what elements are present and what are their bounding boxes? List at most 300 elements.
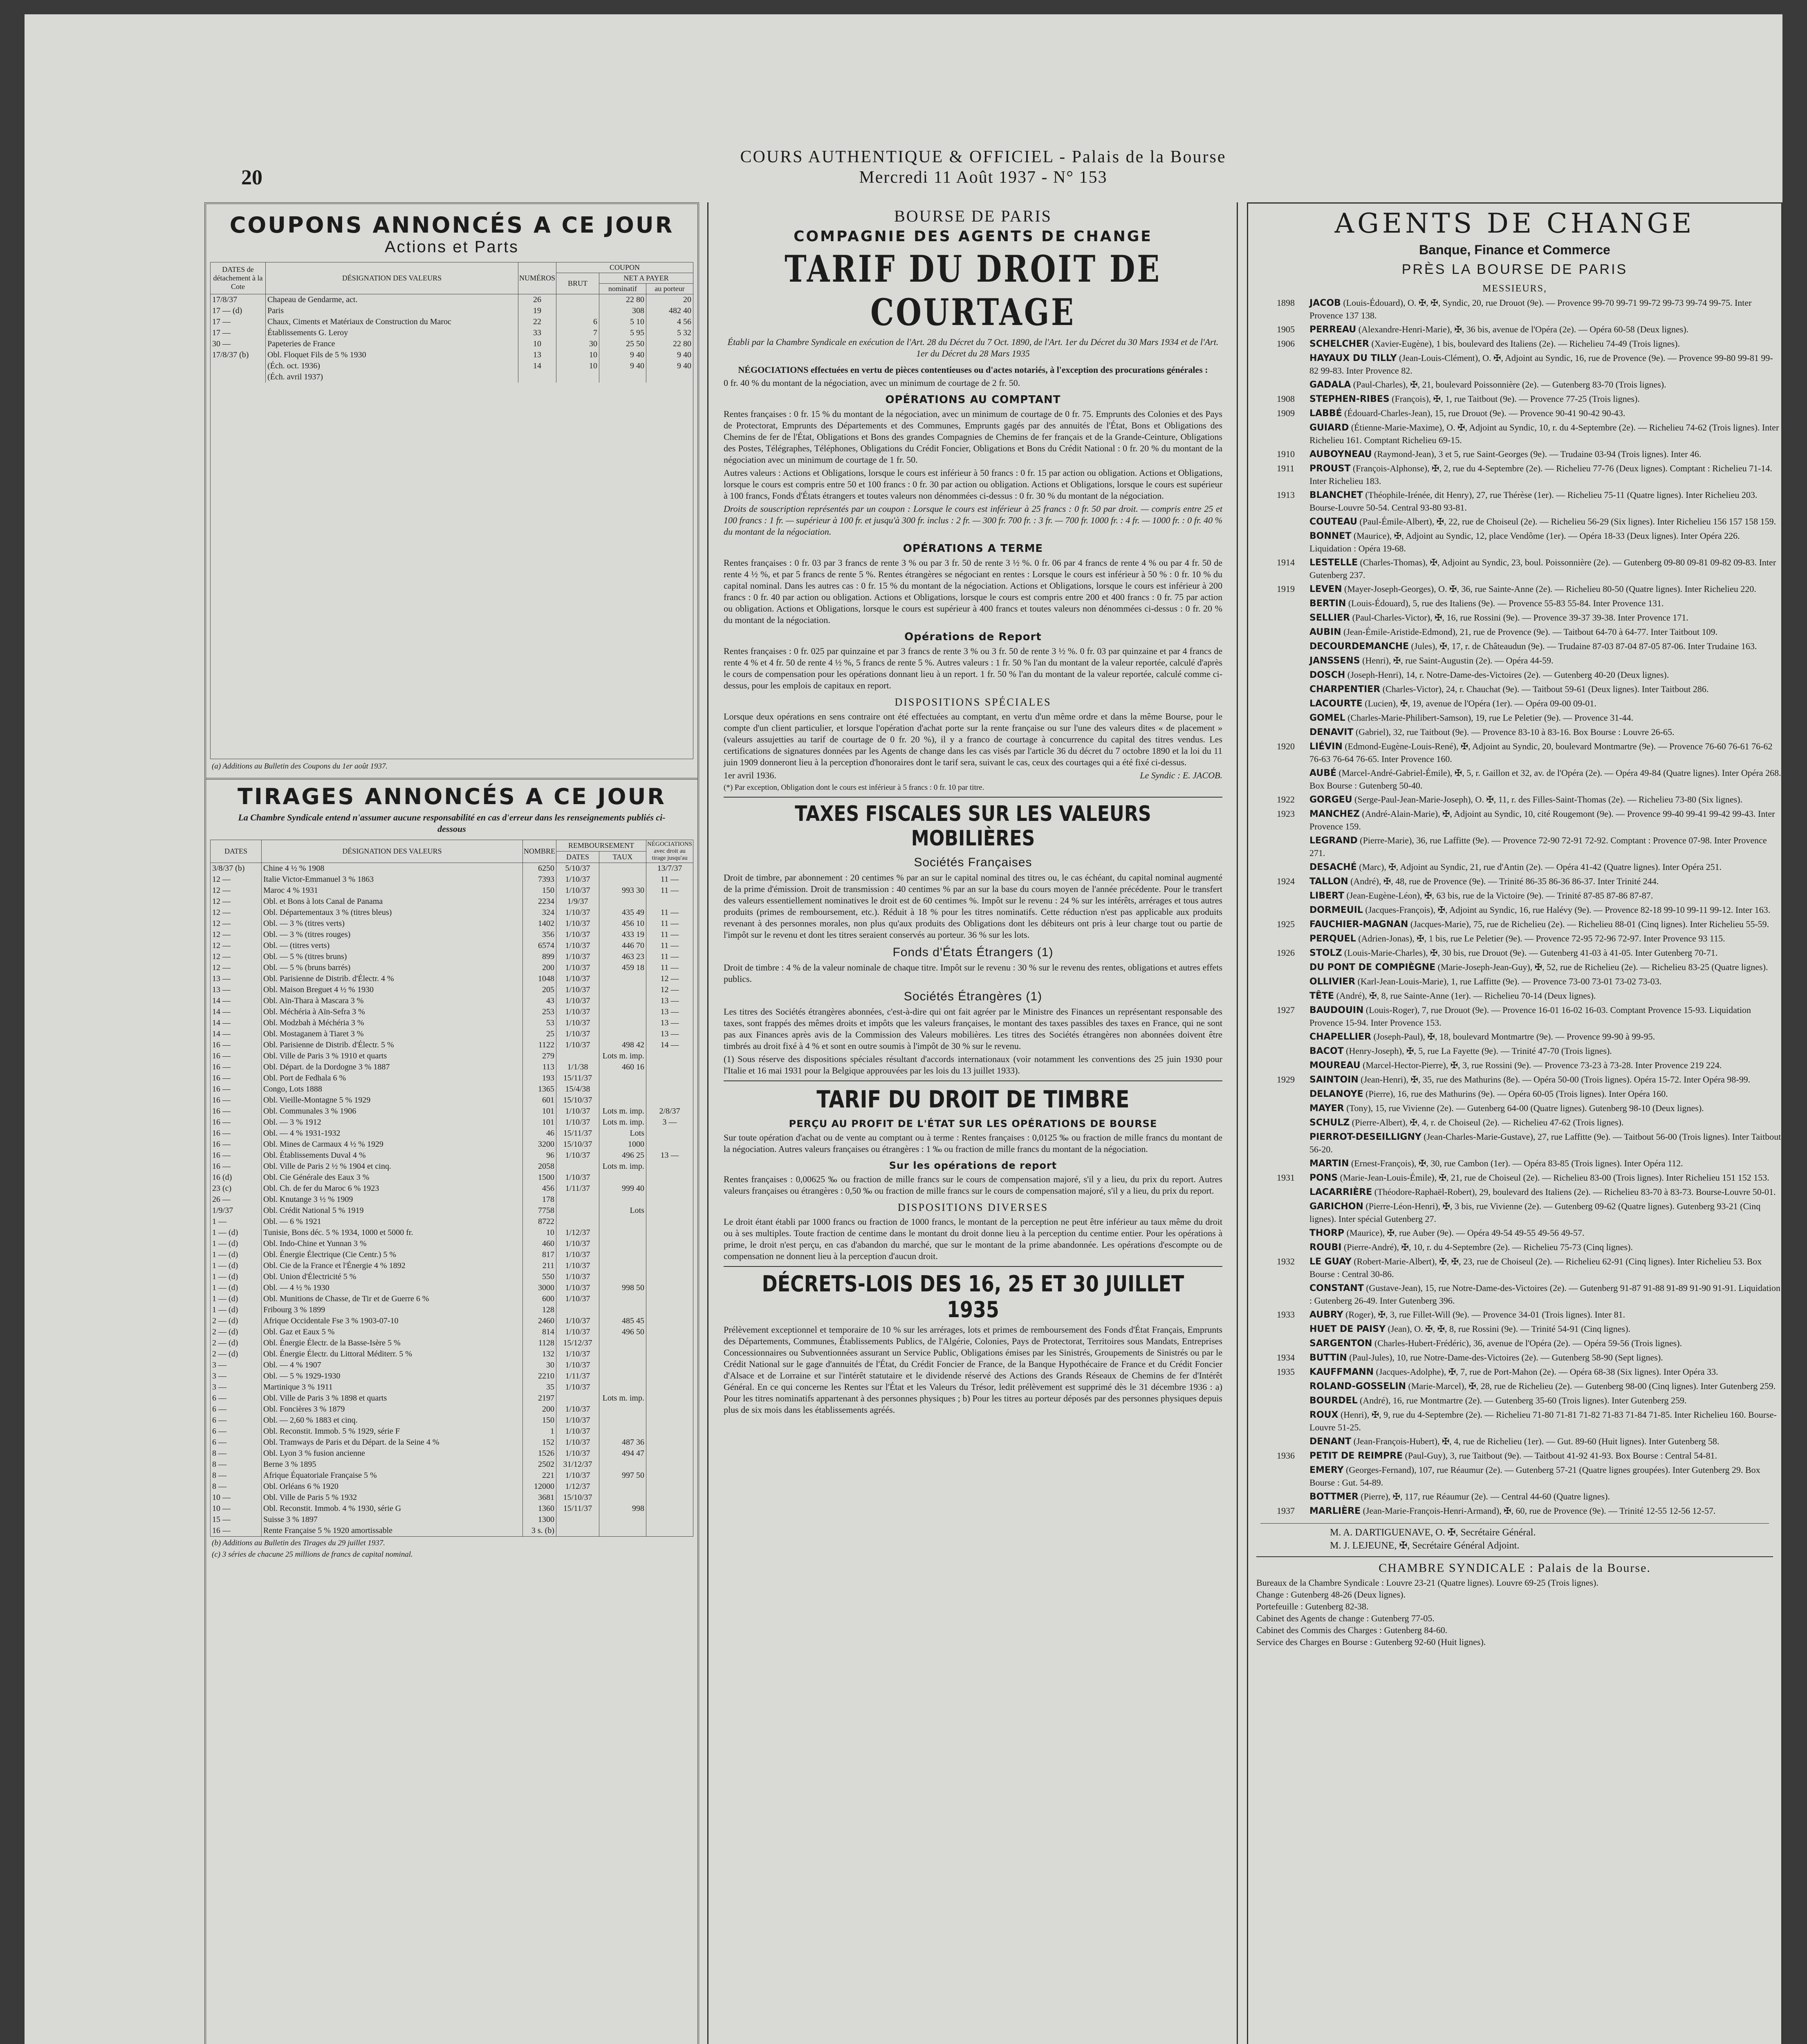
agent-details: (André), 16, rue Montmartre (2e). — Gutenberg 35-60 (Trois lignes). Inter Gutenberg 259. [1360, 1395, 1687, 1405]
cell-taux [599, 1194, 646, 1205]
table-row [211, 1293, 693, 1304]
cell-nego: 13 — [646, 1029, 693, 1040]
cell-nombre: 152 [522, 1437, 556, 1448]
cell-nombre: 2210 [522, 1371, 556, 1382]
agent-name: HAYAUX DU TILLY [1309, 353, 1397, 363]
cell-taux: Lots m. imp. [599, 1393, 646, 1404]
column-rule [707, 202, 708, 2044]
table-row [211, 1249, 693, 1260]
cell-date: 1 — (d) [211, 1271, 262, 1282]
chambre-line: Portefeuille : Gutenberg 82-38. [1256, 1601, 1369, 1611]
agent-name: BOURDEL [1309, 1396, 1358, 1406]
messieurs-label: MESSIEURS, [1482, 283, 1547, 294]
table-row [211, 1062, 693, 1073]
agent-name: MARLIÈRE [1309, 1506, 1361, 1516]
terme-title: OPÉRATIONS A TERME [903, 542, 1043, 555]
cell-nego [646, 1404, 693, 1415]
table-row [211, 1073, 693, 1084]
agent-year: 1926 [1277, 948, 1295, 958]
agent-details: (Marie-Joseph-Jean-Guy), ✠, 52, rue de Richelieu (2e). — Richelieu 83-25 (Quatre lignes). [1437, 962, 1768, 972]
courtage-nego-text: 0 fr. 40 % du montant de la négociation, avec un minimum de courtage de 2 fr. 50. [724, 378, 1020, 388]
cell-designation: Chaux, Ciments et Matériaux de Construction du Maroc [266, 316, 518, 327]
cell-taux: 485 45 [599, 1316, 646, 1327]
cell-date: 17 — [211, 316, 266, 327]
cell-taux [599, 1525, 646, 1536]
agent-name: DECOURDEMANCHE [1309, 641, 1409, 652]
cell-remb-date: 1/10/37 [556, 1426, 599, 1437]
cell-nombre: 1122 [522, 1040, 556, 1051]
cell-remb-date [556, 1194, 599, 1205]
cell-taux [599, 1029, 646, 1040]
cell-designation: Obl. Méchéria à Aïn-Sefra 3 % [262, 1006, 523, 1018]
agent-name: BLANCHET [1309, 490, 1363, 500]
cell-nego [646, 1128, 693, 1139]
cell-taux [599, 1492, 646, 1503]
cell-designation: Obl. Énergie Électr. de la Basse-Isère 5 % [262, 1338, 523, 1349]
cell-taux [599, 1238, 646, 1249]
agent-year: 1924 [1277, 876, 1295, 886]
agent-entry [1248, 890, 1781, 902]
agent-year: 1931 [1277, 1172, 1295, 1183]
agent-year: 1920 [1277, 741, 1295, 751]
societes-fr-title: Sociétés Françaises [914, 856, 1032, 869]
agent-details: (Louis-Édouard), O. ✠, ✠, Syndic, 20, rue Drouot (9e). — Provence 99-70 99-71 99-72 99-73 99-74 99-75. Inter Provence 137 138. [1309, 298, 1752, 320]
table-row [211, 1437, 693, 1448]
cell-nego [646, 1437, 693, 1448]
cell-taux [599, 1338, 646, 1349]
cell-designation: Fribourg 3 % 1899 [262, 1304, 523, 1316]
table-row [211, 896, 693, 907]
cell-taux [599, 1018, 646, 1029]
agent-details: (Jean-Marie-François-Henri-Armand), ✠, 60, rue de Provence (9e). — Trinité 12-55 12-56 12-57. [1363, 1506, 1716, 1516]
chambre-line: Service des Charges en Bourse : Gutenberg 92-60 (Huit lignes). [1256, 1637, 1486, 1647]
agent-details: (André), ✠, 8, rue Sainte-Anne (1er). — Richelieu 70-14 (Deux lignes). [1336, 991, 1596, 1001]
agent-entry [1248, 1380, 1781, 1393]
cell-taux [599, 1514, 646, 1525]
agent-details: (Georges-Fernand), 107, rue Réaumur (2e). — Gutenberg 57-21 (Quatre lignes groupées). Inter Gutenberg 29. Box Bourse : Gut. 54-89. [1309, 1465, 1760, 1488]
cell-remb-date: 1/10/37 [556, 1404, 599, 1415]
table-row [211, 1117, 693, 1128]
agent-entry [1248, 583, 1781, 596]
cell-designation: Afrique Équatoriale Française 5 % [262, 1470, 523, 1481]
cell-date: 13 — [211, 973, 262, 984]
table-row [211, 1227, 693, 1238]
table-row [211, 1459, 693, 1470]
cell-date: 6 — [211, 1415, 262, 1426]
col-net: NET A PAYER [599, 273, 693, 284]
agent-details: (Robert-Marie-Albert), ✠, ✠, 23, rue de Choiseul (2e). — Richelieu 62-91 (Cinq lignes). Inter Richelieu 53. Box Bourse : Central 30-86. [1309, 1256, 1762, 1279]
cell-date [211, 372, 266, 383]
cell-remb-date: 15/10/37 [556, 1492, 599, 1503]
cell-nombre: 10 [522, 1227, 556, 1238]
fonds-etrangers-title: Fonds d'États Étrangers (1) [892, 946, 1054, 959]
cell-remb-date: 1/10/37 [556, 1260, 599, 1271]
table-row [211, 1216, 693, 1227]
cell-nombre: 193 [522, 1073, 556, 1084]
cell-nego [646, 1249, 693, 1260]
agent-details: (Pierre-Albert), ✠, 4, r. de Choiseul (2e). — Richelieu 47-62 (Trois lignes). [1352, 1117, 1624, 1127]
cell-date: 12 — [211, 885, 262, 896]
agent-entry [1248, 421, 1781, 446]
col-dates: DATES de détachement à la Cote [211, 262, 266, 294]
cell-date: 30 — [211, 338, 266, 350]
agent-name: DENANT [1309, 1437, 1352, 1447]
table-row [211, 874, 693, 885]
cell-designation: Obl. — 6 % 1921 [262, 1216, 523, 1227]
cell-taux: 993 30 [599, 885, 646, 896]
cell-nego [646, 1426, 693, 1437]
table-row [211, 1503, 693, 1514]
agent-entry [1248, 626, 1781, 639]
cell-numero [518, 372, 556, 383]
cell-nego [646, 1073, 693, 1084]
cell-numero: 10 [518, 338, 556, 350]
agent-name: DELANOYE [1309, 1089, 1363, 1099]
cell-nego: 13 — [646, 1006, 693, 1018]
cell-nombre: 30 [522, 1360, 556, 1371]
agent-details: (Jean-Émile-Aristide-Edmond), 21, rue de Provence (9e). — Taitbout 64-70 à 64-77. Inter Taitbout 109. [1343, 627, 1718, 637]
agent-name: FAUCHIER-MAGNAN [1309, 919, 1408, 930]
agent-entry [1248, 975, 1781, 988]
cell-numero: 14 [518, 361, 556, 372]
agent-details: (Xavier-Eugène), 1 bis, boulevard des Italiens (2e). — Richelieu 74-49 (Trois lignes). [1371, 338, 1680, 349]
agent-entry [1248, 1490, 1781, 1503]
agent-entry [1248, 1309, 1781, 1321]
agent-entry [1248, 875, 1781, 888]
cell-remb-date: 1/10/37 [556, 1415, 599, 1426]
agent-year: 1927 [1277, 1005, 1295, 1015]
cell-nombre: 200 [522, 1404, 556, 1415]
syndic-signature: Le Syndic : E. JACOB. [1140, 770, 1222, 780]
cell-remb-date: 31/12/37 [556, 1459, 599, 1470]
cell-nombre: 200 [522, 962, 556, 973]
agent-name: LACARRIÈRE [1309, 1187, 1372, 1197]
cell-nego [646, 1382, 693, 1393]
agent-details: (Pierre-André), ✠, 10, r. du 4-Septembre (2e). — Richelieu 75-73 (Cinq lignes). [1343, 1242, 1633, 1252]
cell-taux: 496 25 [599, 1150, 646, 1161]
agents-list [1248, 297, 1781, 1517]
cell-nombre: 25 [522, 1029, 556, 1040]
cell-remb-date: 1/10/37 [556, 1382, 599, 1393]
agent-name: AUBRY [1309, 1310, 1343, 1320]
cell-porteur: 9 40 [646, 350, 693, 361]
cell-remb-date: 1/10/37 [556, 929, 599, 940]
cell-nego [646, 1095, 693, 1106]
taxes-title: TAXES FISCALES SUR LES VALEURS MOBILIÈRES [795, 802, 1151, 851]
agent-name: DESACHÉ [1309, 862, 1357, 872]
cell-remb-date: 1/12/37 [556, 1481, 599, 1492]
cell-numero: 22 [518, 316, 556, 327]
coupons-title: COUPONS ANNONCÉS A CE JOUR [229, 212, 674, 238]
cell-nombre: 2197 [522, 1393, 556, 1404]
cell-remb-date: 1/10/37 [556, 1150, 599, 1161]
col-t-rdates: DATES [556, 852, 599, 863]
timbre-subtitle: PERÇU AU PROFIT DE L'ÉTAT SUR LES OPÉRATIONS DE BOURSE [789, 1118, 1157, 1130]
cell-taux [599, 973, 646, 984]
cell-designation: Obl. Tramways de Paris et du Départ. de la Seine 4 % [262, 1437, 523, 1448]
bourse-label: BOURSE DE PARIS [894, 207, 1052, 225]
cell-taux [599, 1360, 646, 1371]
cell-nombre: 178 [522, 1194, 556, 1205]
cell-date: 16 — [211, 1073, 262, 1084]
cell-designation: Obl. Indo-Chine et Yunnan 3 % [262, 1238, 523, 1249]
cell-designation: Paris [266, 305, 518, 316]
agent-entry [1248, 612, 1781, 624]
agent-entry [1248, 1059, 1781, 1072]
cell-taux [599, 1404, 646, 1415]
cell-date: 16 — [211, 1128, 262, 1139]
table-row [211, 1360, 693, 1371]
agent-details: (Tony), 15, rue Vivienne (2e). — Gutenberg 64-00 (Quatre lignes). Gutenberg 98-10 (Deux lignes). [1346, 1103, 1704, 1113]
table-row [211, 1084, 693, 1095]
table-row [211, 1448, 693, 1459]
cell-date: 6 — [211, 1437, 262, 1448]
agent-details: (Jean-Henri), ✠, 35, rue des Mathurins (8e). — Opéra 50-00 (Trois lignes). Opéra 15-72. Inter Opéra 98-99. [1361, 1074, 1751, 1085]
cell-taux: 459 18 [599, 962, 646, 973]
table-row [211, 338, 693, 350]
report-title: Opérations de Report [904, 631, 1042, 643]
cell-nombre: 817 [522, 1249, 556, 1260]
cell-nombre: 6574 [522, 940, 556, 951]
cell-remb-date [556, 1304, 599, 1316]
courtage-title: TARIF DU DROIT DE COURTAGE [785, 247, 1161, 334]
chambre-lines [1248, 1575, 1781, 1650]
timbre-text2: Rentes françaises : 0,00625 ‰ ou fraction de mille francs sur le cours de compensation majoré, s'il y a lieu, du prix du report. Autres valeurs françaises ou étrangères : 0,50 ‰ ou fraction de mille francs sur le cours de compensation majoré, s'il y a lieu, du prix du report. [724, 1174, 1222, 1196]
cell-nominatif: 308 [599, 305, 646, 316]
cell-designation: Obl. Maison Breguet 4 ½ % 1930 [262, 984, 523, 995]
cell-designation: Obl. — (titres verts) [262, 940, 523, 951]
table-row [211, 995, 693, 1006]
tirages-title: TIRAGES ANNONCÉS A CE JOUR [237, 784, 666, 809]
agent-name: GOMEL [1309, 713, 1345, 723]
col-t-dates: DATES [211, 840, 262, 863]
cell-nombre: 2502 [522, 1459, 556, 1470]
agent-name: PETIT DE REIMPRE [1309, 1451, 1403, 1461]
cell-nombre: 3681 [522, 1492, 556, 1503]
coupons-table-blank [210, 383, 693, 759]
cell-nombre: 2460 [522, 1316, 556, 1327]
table-row [211, 1029, 693, 1040]
cell-taux [599, 1172, 646, 1183]
timbre-title: TARIF DU DROIT DE TIMBRE [816, 1085, 1130, 1113]
cell-taux: 487 36 [599, 1437, 646, 1448]
cell-taux [599, 1073, 646, 1084]
agent-year: 1922 [1277, 794, 1295, 805]
agent-entry [1248, 323, 1781, 336]
secretaires [1248, 1526, 1781, 1552]
cell-designation: Obl. Port de Fedhala 6 % [262, 1073, 523, 1084]
cell-taux: 494 47 [599, 1448, 646, 1459]
cell-nego [646, 1349, 693, 1360]
cell-nego [646, 1304, 693, 1316]
agent-year: 1919 [1277, 584, 1295, 594]
cell-nombre: 324 [522, 907, 556, 918]
cell-nombre: 132 [522, 1349, 556, 1360]
agent-name: CHAPELLIER [1309, 1032, 1371, 1042]
terme-text: Rentes françaises : 0 fr. 03 par 3 francs de rente 3 % ou par 3 fr. 50 de rente 3 ½ %. 0 fr. 06 par 4 francs de rente 4 % ou par 4 fr. 50 de rente 4 ½ %, et par 5 francs de rente 5 %. Rentes étrangères se négociant en rentes : Lorsque le cours est inférieur à 50 % : 0 fr. 10 % du capital nominal. Dans les autres cas : 0 fr. 15 % du montant de la négociation. Actions et Obligations, lorsque le cours est inférieur à 200 francs : 0 fr. 40 par action ou obligation. Actions et Obligations, lorsque le cours est compris entre 200 et 400 francs : 0 fr. 75 par action ou obligation. Actions et Obligations, lorsque le cours est supérieur à 400 francs et toutes valeurs non dénommées ci-dessus : 0 fr. 20 % du montant de la négociation. [724, 558, 1222, 625]
publication-title: COURS AUTHENTIQUE & OFFICIEL - Palais de la Bourse [740, 148, 1226, 166]
agent-name: SELLIER [1309, 613, 1350, 623]
cell-remb-date: 1/10/37 [556, 1282, 599, 1293]
cell-taux [599, 1371, 646, 1382]
souscription-text: Droits de souscription représentés par un coupon : Lorsque le cours est inférieur à 25 francs : 0 fr. 50 par droit. — compris entre 25 et 100 francs : 1 fr. — supérieur à 100 fr. et jusqu'à 300 fr. inclus : 2 fr. — 300 fr. 700 fr. : 3 fr. — 700 fr. 1000 fr. : 4 fr. — 1000 fr. : 0 fr. 40 % du montant de la négociation. [724, 504, 1222, 537]
cell-nombre: 7758 [522, 1205, 556, 1216]
cell-nego [646, 1525, 693, 1536]
cell-taux: 446 70 [599, 940, 646, 951]
cell-nego [646, 1216, 693, 1227]
table-row [211, 962, 693, 973]
cell-designation: Obl. Gaz et Eaux 5 % [262, 1327, 523, 1338]
secretaire-line: M. J. LEJEUNE, ✠, Secrétaire Général Adjoint. [1330, 1540, 1520, 1551]
cell-designation: Obl. Union d'Électricité 5 % [262, 1271, 523, 1282]
cell-designation: Obl. Énergie Électr. du Littoral Méditerr. 5 % [262, 1349, 523, 1360]
cell-nego [646, 1161, 693, 1172]
table-row [211, 1183, 693, 1194]
cell-date: 14 — [211, 995, 262, 1006]
agent-details: (Roger), ✠, 3, rue Fillet-Will (9e). — Provence 34-01 (Trois lignes). Inter 81. [1345, 1309, 1625, 1320]
table-row [211, 951, 693, 962]
agent-name: SCHULZ [1309, 1118, 1350, 1128]
agent-entry [1248, 1282, 1781, 1307]
agent-details: (Théophile-Irénée, dit Henry), 27, rue Thérèse (1er). — Richelieu 75-11 (Quatre lignes). Inter Richelieu 203. Bourse-Louvre 50-54. Central 93-80 93-81. [1309, 490, 1758, 513]
cell-porteur: 20 [646, 294, 693, 306]
agent-details: (Marc), ✠, Adjoint au Syndic, 21, rue d'Antin (2e). — Opéra 41-42 (Quatre lignes). Inter Opéra 251. [1359, 862, 1722, 872]
agent-details: (Marcel-André-Gabriel-Émile), ✠, 5, r. Gaillon et 32, av. de l'Opéra (2e). — Opéra 49-84 (Quatre lignes). Inter Opéra 268. Box Bourse : Gutenberg 50-40. [1309, 768, 1781, 791]
agent-details: (André), ✠, 48, rue de Provence (9e). — Trinité 86-35 86-36 86-37. Inter Trinité 244. [1350, 876, 1659, 886]
cell-designation: Tunisie, Bons déc. 5 % 1934, 1000 et 5000 fr. [262, 1227, 523, 1238]
agent-name: PERQUEL [1309, 934, 1356, 944]
cell-date: 13 — [211, 984, 262, 995]
cell-remb-date: 15/10/37 [556, 1139, 599, 1150]
agent-name: JANSSENS [1309, 656, 1360, 666]
cell-designation: Obl. Floquet Fils de 5 % 1930 [266, 350, 518, 361]
cell-brut [556, 294, 599, 306]
agent-details: (Paul-Jules), 10, rue Notre-Dame-des-Victoires (2e). — Gutenberg 58-90 (Sept lignes). [1349, 1352, 1663, 1363]
agents-title: AGENTS DE CHANGE [1334, 208, 1695, 239]
cell-date: 1 — (d) [211, 1260, 262, 1271]
cell-designation: Obl. Énergie Électrique (Cie Centr.) 5 % [262, 1249, 523, 1260]
cell-designation: Obl. Reconstit. Immob. 4 % 1930, série G [262, 1503, 523, 1514]
agent-details: (Adrien-Jonas), ✠, 1 bis, rue Le Peletier (9e). — Provence 72-95 72-96 72-97. Inter Provence 93 115. [1358, 933, 1725, 944]
cell-nego [646, 1415, 693, 1426]
tirages-table [210, 840, 693, 1536]
cell-designation: (Éch. oct. 1936) [266, 361, 518, 372]
cell-taux: Lots m. imp. [599, 1106, 646, 1117]
agent-name: DORMEUIL [1309, 905, 1363, 915]
cell-remb-date [556, 1161, 599, 1172]
timbre-text1: Sur toute opération d'achat ou de vente au comptant ou à terme : Rentes françaises : 0,0125 ‰ ou fraction de mille francs du montant de la négociation. Autres valeurs françaises ou étrangères : 1 ‰ ou fraction de mille francs du montant de la négociation. [724, 1132, 1222, 1154]
agent-name: PROUST [1309, 464, 1351, 474]
agent-name: GARICHON [1309, 1201, 1363, 1212]
agent-details: (Pierre), 16, rue des Mathurins (9e). — Opéra 60-05 (Trois lignes). Inter Opéra 160. [1365, 1089, 1668, 1099]
table-row [211, 1139, 693, 1150]
decrets-text: Prélèvement exceptionnel et temporaire de 10 % sur les arrérages, lots et primes de remboursement des Fonds d'État Français, Emprunts des Départements, Communes, Établissements Publics, de l'Algérie, Colonies, Pays de Protectorat, Territoires sous Mandats, Entreprises Concessionnaires ou Subventionnées assurant un Service Public, Obligations émises par les Sinistrés, Groupements de Sinistrés ou par le Crédit National sur le gage d'annuités de l'État, du Crédit Foncier de France, de la Banque Hypothécaire de France et du Crédit Foncier d'Alsace et de Lorraine et sur l'intérêt statutaire et le dividende réservé des Actions des Grands Réseaux de Chemins de fer d'Intérêt Général. En ce qui concerne les Rentes sur l'État et les Valeurs du Trésor, ledit prélèvement est supprimé dès le 31 décembre 1936 : a) Pour les titres nominatifs appartenant à des personnes physiques ; b) Pour les titres au porteur déposés par des personnes physiques depuis plus de six mois dans les établissements agréés. [724, 1325, 1222, 1415]
cell-date: 3 — [211, 1382, 262, 1393]
table-row [211, 1271, 693, 1282]
cell-taux: Lots [599, 1128, 646, 1139]
cell-nego: 11 — [646, 907, 693, 918]
tirages-note-c: (c) 3 séries de chacune 25 millions de francs de capital nominal. [212, 1550, 413, 1559]
cell-remb-date: 1/10/37 [556, 1437, 599, 1448]
agent-name: LIBERT [1309, 891, 1344, 901]
cell-taux [599, 1382, 646, 1393]
cell-remb-date: 1/10/37 [556, 973, 599, 984]
agent-entry [1248, 990, 1781, 1002]
agent-details: (Maurice), ✠, Adjoint au Syndic, 12, place Vendôme (1er). — Opéra 18-33 (Deux lignes). Inter Opéra 226. Liquidation : Opéra 19-68. [1309, 531, 1740, 554]
cell-taux [599, 1459, 646, 1470]
cell-nombre: 550 [522, 1271, 556, 1282]
agent-year: 1937 [1277, 1506, 1295, 1516]
cell-designation: Obl. Mines de Carmaux 4 ½ % 1929 [262, 1139, 523, 1150]
table-row [211, 1371, 693, 1382]
agent-name: LABBÉ [1309, 408, 1342, 419]
cell-designation: Obl. Mostaganem à Tiaret 3 % [262, 1029, 523, 1040]
cell-nominatif: 22 80 [599, 294, 646, 306]
agent-details: (Joseph-Paul), ✠, 18, boulevard Montmartre (9e). — Provence 99-90 à 99-95. [1373, 1031, 1655, 1042]
cell-designation: Berne 3 % 1895 [262, 1459, 523, 1470]
agent-entry [1248, 1505, 1781, 1517]
agent-entry [1248, 861, 1781, 874]
table-row [211, 361, 693, 372]
cell-date: 8 — [211, 1470, 262, 1481]
agent-year: 1934 [1277, 1352, 1295, 1363]
agent-entry [1248, 1450, 1781, 1462]
chambre-line: Cabinet des Agents de change : Gutenberg 77-05. [1256, 1613, 1435, 1623]
cell-remb-date [556, 1051, 599, 1062]
cell-designation: Obl. Départ. de la Dordogne 3 % 1887 [262, 1062, 523, 1073]
agent-name: SCHELCHER [1309, 339, 1369, 349]
agent-name: GUIARD [1309, 423, 1349, 433]
cell-nombre: 899 [522, 951, 556, 962]
agent-details: (Jean-Eugène-Léon), ✠, 63 bis, rue de la Victoire (9e). — Trinité 87-85 87-86 87-87. [1346, 890, 1653, 901]
cell-brut [556, 372, 599, 383]
cell-remb-date: 1/10/37 [556, 1360, 599, 1371]
cell-nombre: 2234 [522, 896, 556, 907]
cell-designation: Papeteries de France [266, 338, 518, 350]
cell-designation: Obl. Aïn-Thara à Mascara 3 % [262, 995, 523, 1006]
cell-remb-date: 1/10/37 [556, 885, 599, 896]
table-row [211, 327, 693, 338]
cell-nego [646, 1448, 693, 1459]
cell-remb-date: 1/10/37 [556, 1106, 599, 1117]
agent-entry [1248, 767, 1781, 792]
cell-nombre: 1500 [522, 1172, 556, 1183]
agent-name: CHARPENTIER [1309, 684, 1381, 695]
cell-nego: 11 — [646, 918, 693, 929]
agent-entry [1248, 1088, 1781, 1100]
cell-date: 8 — [211, 1448, 262, 1459]
cell-designation: Chapeau de Gendarme, act. [266, 294, 518, 306]
cell-nombre: 53 [522, 1018, 556, 1029]
cell-numero: 19 [518, 305, 556, 316]
cell-date: 1/9/37 [211, 1205, 262, 1216]
agent-name: CONSTANT [1309, 1283, 1364, 1293]
agent-name: ROLAND-GOSSELIN [1309, 1381, 1406, 1392]
cell-nombre: 1300 [522, 1514, 556, 1525]
cell-porteur: 9 40 [646, 361, 693, 372]
cell-date: 12 — [211, 962, 262, 973]
agent-name: MOUREAU [1309, 1060, 1361, 1071]
table-row [211, 350, 693, 361]
cell-designation: Obl. — 3 % (titres verts) [262, 918, 523, 929]
agent-name: JACOB [1309, 298, 1341, 308]
cell-date: 1 — (d) [211, 1227, 262, 1238]
agent-name: PERREAU [1309, 325, 1356, 335]
cell-date: 6 — [211, 1393, 262, 1404]
agent-details: (Marcel-Hector-Pierre), ✠, 3, rue Rossini (9e). — Provence 73-23 à 73-28. Inter Provence 219 224. [1363, 1060, 1722, 1070]
cell-nego [646, 1084, 693, 1095]
cell-nego: 13/7/37 [646, 863, 693, 874]
